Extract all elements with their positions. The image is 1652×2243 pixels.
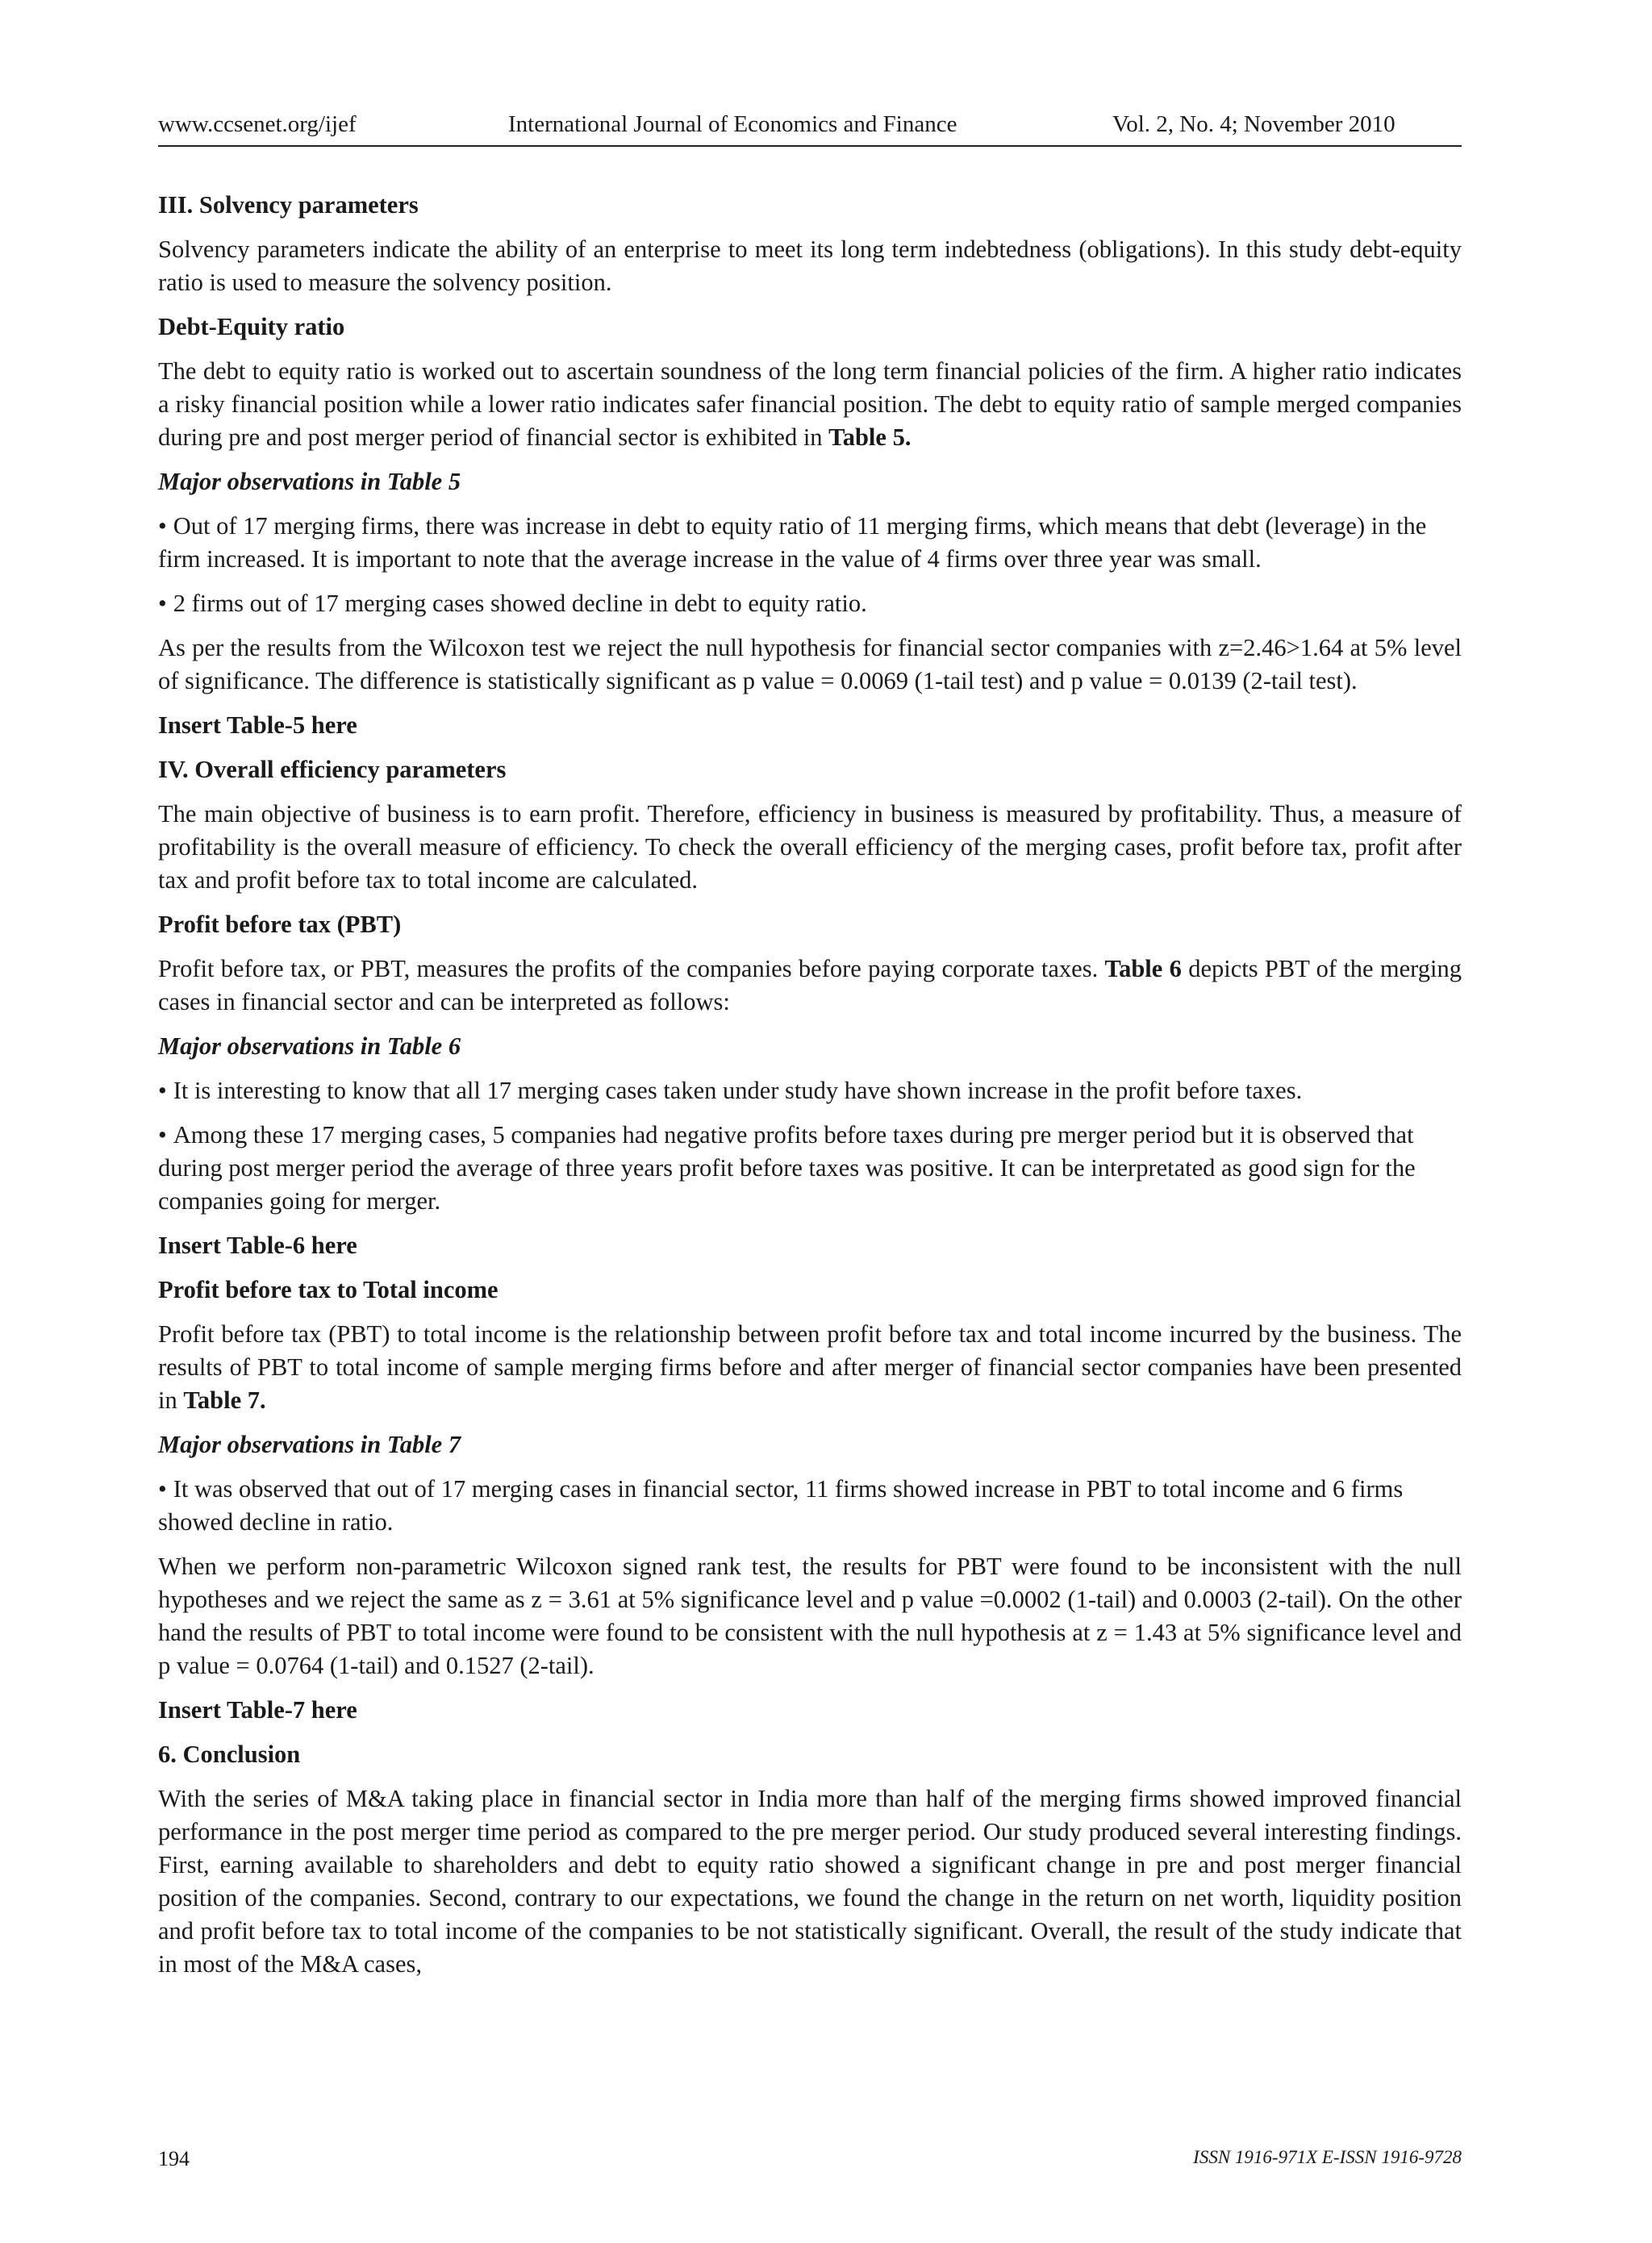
subheading-debt-equity: Debt-Equity ratio [158, 313, 345, 340]
table7-reference: Table 7. [183, 1386, 266, 1414]
observations-heading-table5: Major observations in Table 5 [158, 468, 461, 495]
bullet-icon: • [158, 1121, 167, 1149]
observation-text: It is interesting to know that all 17 merging cases taken under study have shown increase in the profit before taxes. [173, 1077, 1303, 1104]
subheading-pbt: Profit before tax (PBT) [158, 911, 402, 938]
section-heading-solvency: III. Solvency parameters [158, 191, 419, 219]
paragraph-pbt-text-a: Profit before tax, or PBT, measures the profits of the companies before paying corporate taxes. [158, 955, 1105, 982]
page-header [158, 108, 1462, 147]
observation-text: It was observed that out of 17 merging cases in financial sector, 11 firms showed increase in PBT to total income and 6 firms showed decline in ratio. [158, 1475, 1404, 1536]
paragraph-debt-equity-text: The debt to equity ratio is worked out to ascertain soundness of the long term financial policies of the firm. A higher ratio indicates a risky financial position while a lower ratio indicates safer financial position. The debt to equity ratio of sample merged companies during pre and post merger period of financial sector is exhibited in [158, 357, 1462, 451]
observation-text: Out of 17 merging firms, there was increase in debt to equity ratio of 11 merging firms, which means that debt (leverage) in the firm increased. It is important to note that the average increase in the value of 4 firms over three year was small. [158, 512, 1427, 573]
bullet-icon: • [158, 590, 167, 617]
observations-heading-table7: Major observations in Table 7 [158, 1431, 461, 1458]
table5-reference: Table 5. [828, 423, 912, 451]
observation-item [158, 1074, 1462, 1107]
insert-table6-note: Insert Table-6 here [158, 1232, 357, 1259]
paragraph-efficiency: The main objective of business is to earn profit. Therefore, efficiency in business is measured by profitability. Thus, a measure of profitability is the overall measure of efficiency. To check the overall efficiency of the merging cases, profit before tax, profit after tax and profit before tax to total income are calculated. [158, 800, 1462, 894]
page-footer [158, 2147, 1462, 2176]
header-journal-title: International Journal of Economics and Finance [508, 111, 957, 137]
section-heading-efficiency: IV. Overall efficiency parameters [158, 756, 507, 783]
observation-item [158, 1119, 1462, 1218]
page-number: 194 [158, 2147, 190, 2170]
insert-table5-note: Insert Table-5 here [158, 711, 357, 739]
observation-item [158, 1473, 1462, 1539]
paragraph-pbt-total-income [158, 1318, 1462, 1417]
observation-item [158, 587, 1462, 620]
paragraph-wilcoxon-table7: When we perform non-parametric Wilcoxon signed rank test, the results for PBT were found to be inconsistent with the null hypotheses and we reject the same as z = 3.61 at 5% significance level and p value =0.0002 (1-tail) and 0.0003 (2-tail). On the other hand the results of PBT to total income were found to be consistent with the null hypothesis at z = 1.43 at 5% significance level and p value = 0.0764 (1-tail) and 0.1527 (2-tail). [158, 1553, 1462, 1679]
section-heading-conclusion: 6. Conclusion [158, 1741, 301, 1768]
bullet-icon: • [158, 512, 167, 540]
observation-item [158, 510, 1462, 576]
insert-table7-note: Insert Table-7 here [158, 1696, 357, 1724]
subheading-pbt-total-income: Profit before tax to Total income [158, 1276, 499, 1303]
observation-text: Among these 17 merging cases, 5 companies had negative profits before taxes during pre merger period but it is observed that during post merger period the average of three years profit before taxes was positive. It can be interpretated as good sign for the companies going for merger. [158, 1121, 1416, 1215]
paragraph-debt-equity [158, 355, 1462, 454]
article-body [158, 189, 1462, 1992]
header-volume: Vol. 2, No. 4; November 2010 [1112, 111, 1395, 137]
paragraph-wilcoxon-table5: As per the results from the Wilcoxon test we reject the null hypothesis for financial sector companies with z=2.46>1.64 at 5% level of significance. The difference is statistically significant as p value = 0.0069 (1-tail test) and p value = 0.0139 (2-tail test). [158, 634, 1462, 694]
observations-heading-table6: Major observations in Table 6 [158, 1032, 461, 1060]
paragraph-conclusion: With the series of M&A taking place in financial sector in India more than half of the merging firms showed improved financial performance in the post merger time period as compared to the pre merger period. Our study produced several interesting findings. First, earning available to shareholders and debt to equity ratio showed a significant change in pre and post merger financial position of the companies. Second, contrary to our expectations, we found the change in the return on net worth, liquidity position and profit before tax to total income of the companies to be not statistically significant. Overall, the result of the study indicate that in most of the M&A cases, [158, 1785, 1462, 1978]
paragraph-pbt [158, 953, 1462, 1019]
bullet-icon: • [158, 1077, 167, 1104]
paragraph-pbt-total-income-text: Profit before tax (PBT) to total income is the relationship between profit before tax and total income incurred by the business. The results of PBT to total income of sample merging firms before and after merger of financial sector companies have been presented in [158, 1320, 1462, 1414]
bullet-icon: • [158, 1475, 167, 1503]
footer-issn: ISSN 1916-971X E-ISSN 1916-9728 [1193, 2147, 1462, 2167]
observation-text: 2 firms out of 17 merging cases showed decline in debt to equity ratio. [173, 590, 867, 617]
paragraph-solvency: Solvency parameters indicate the ability of an enterprise to meet its long term indebtedness (obligations). In this study debt-equity ratio is used to measure the solvency position. [158, 236, 1462, 296]
table6-reference: Table 6 [1104, 955, 1182, 982]
header-url: www.ccsenet.org/ijef [158, 111, 357, 137]
paragraph-pbt-text-b: depicts PBT of the merging cases in financial sector and can be interpreted as follows: [158, 955, 1462, 1015]
